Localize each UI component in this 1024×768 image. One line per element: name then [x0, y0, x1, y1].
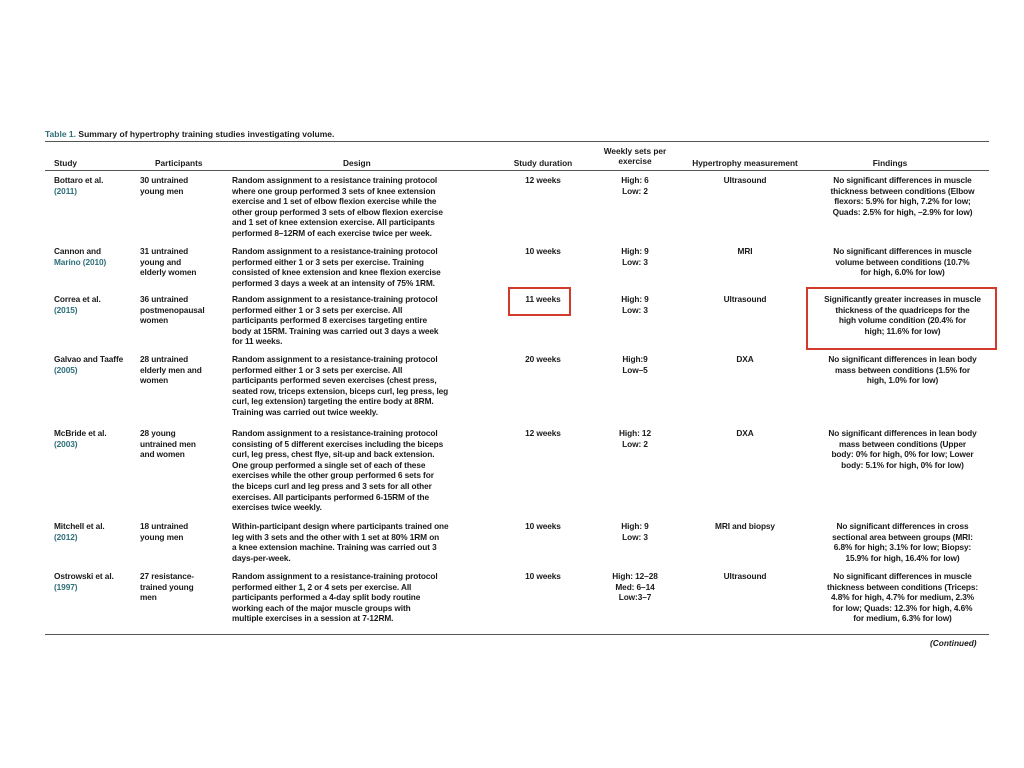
cell-line: Random assignment to a resistance-training protocol	[232, 294, 438, 304]
cell-weekly-sets	[600, 521, 670, 542]
cell-weekly-sets	[600, 354, 670, 375]
cell-participants	[140, 521, 228, 542]
cell-duration	[498, 175, 588, 186]
cell-line: (2003)	[54, 438, 78, 449]
cell-measurement	[680, 428, 810, 439]
cell-line: Random assignment to a resistance-training protocol	[232, 354, 438, 364]
header-study: Study	[54, 158, 78, 168]
continued-note: (Continued)	[930, 638, 977, 648]
cell-line: participants performed 8 exercises targeting entire	[232, 315, 428, 326]
cell-line: 10 weeks	[525, 246, 561, 256]
cell-duration	[498, 246, 588, 257]
cell-line: high volume condition (20.4% for	[838, 315, 967, 326]
cell-line: body: 0% for high, 0% for low; Lower	[831, 449, 974, 460]
cell-line: other group performed 3 sets of elbow flexion exercise	[232, 206, 443, 217]
cell-line: MRI	[737, 246, 753, 256]
table-label: Table 1.	[45, 129, 77, 139]
cell-line: No significant differences in muscle	[833, 571, 972, 581]
cell-findings	[810, 428, 995, 470]
cell-measurement	[680, 571, 810, 582]
cell-line: for high, 6.0% for low)	[860, 267, 945, 278]
cell-line: DXA	[736, 354, 754, 364]
cell-line: Marino (2010)	[54, 256, 107, 267]
cell-line: 10 weeks	[525, 521, 561, 531]
cell-line: the biceps curl and leg press and 3 sets for all other	[232, 480, 432, 491]
cell-design	[232, 246, 500, 288]
header-weekly-sets: Weekly sets per exercise	[603, 146, 667, 166]
cell-line: high, 1.0% for low)	[866, 375, 939, 386]
cell-line: women	[140, 315, 169, 326]
cell-duration	[498, 354, 588, 365]
cell-duration	[498, 571, 588, 582]
cell-participants	[140, 571, 228, 603]
cell-line: Ultrasound	[723, 294, 767, 304]
highlight-box-duration	[508, 287, 571, 316]
cell-duration	[498, 428, 588, 439]
cell-line: 11 weeks	[525, 294, 561, 304]
header-participants: Participants	[155, 158, 203, 168]
cell-design	[232, 428, 500, 513]
cell-line: 30 untrained	[140, 175, 189, 185]
cell-line: (2012)	[54, 531, 78, 542]
top-rule	[45, 141, 989, 142]
cell-line: flexors: 5.9% for high, 7.2% for low;	[834, 196, 971, 207]
cell-line: 20 weeks	[525, 354, 561, 364]
cell-findings	[810, 175, 995, 217]
cell-line: and women	[140, 449, 185, 460]
cell-weekly-sets	[600, 571, 670, 603]
cell-line: Low: 2	[622, 185, 648, 196]
cell-line: young men	[140, 185, 184, 196]
cell-line: Training was carried out twice weekly.	[232, 406, 378, 417]
cell-line: 4.8% for high, 4.7% for medium, 2.3%	[830, 592, 974, 603]
cell-design	[232, 175, 500, 239]
cell-line: days-per-week.	[232, 552, 291, 563]
cell-line: Random assignment to a resistance-training protocol	[232, 246, 438, 256]
cell-measurement	[680, 246, 810, 257]
cell-line: elderly women	[140, 267, 197, 278]
table-caption	[45, 129, 334, 139]
cell-line: Ostrowski et al.	[54, 571, 114, 581]
cell-line: 28 young	[140, 428, 176, 438]
cell-line: thickness between conditions (Elbow	[830, 185, 975, 196]
header-duration: Study duration	[513, 158, 573, 168]
cell-line: Within-participant design where participants trained one	[232, 521, 449, 531]
cell-line: thickness of the quadriceps for the	[835, 304, 970, 315]
cell-line: young and	[140, 256, 182, 267]
cell-weekly-sets	[600, 175, 670, 196]
cell-line: for 11 weeks.	[232, 336, 283, 347]
cell-line: 12 weeks	[525, 175, 561, 185]
cell-participants	[140, 175, 228, 196]
cell-line: High: 12–28	[612, 571, 658, 581]
cell-line: leg with 3 sets and the other with 1 set at 80% 1RM on	[232, 531, 440, 542]
cell-line: mass between conditions (1.5% for	[834, 364, 970, 375]
cell-line: No significant differences in lean body	[828, 354, 977, 364]
cell-line: Galvao and Taaffe	[54, 354, 124, 364]
cell-study	[54, 521, 134, 542]
cell-line: (2015)	[54, 304, 78, 315]
cell-line: Low–5	[622, 364, 648, 375]
cell-line: (2011)	[54, 185, 77, 196]
cell-line: Med: 6–14	[615, 581, 655, 592]
cell-line: elderly men and	[140, 364, 202, 375]
cell-design	[232, 294, 500, 347]
cell-line: 27 resistance-	[140, 571, 194, 581]
cell-measurement	[680, 521, 810, 532]
cell-line: performed 3 days a week at an intensity of 75% 1RM.	[232, 277, 435, 288]
cell-line: performed 8–12RM of each exercise twice per week.	[232, 227, 432, 238]
cell-line: High: 9	[621, 294, 649, 304]
bottom-rule	[45, 634, 989, 635]
cell-study	[54, 294, 134, 315]
cell-line: performed either 1, 2 or 4 sets per exercise. All	[232, 581, 412, 592]
cell-line: (1997)	[54, 581, 78, 592]
cell-line: postmenopausal	[140, 304, 205, 315]
cell-line: Low: 3	[622, 304, 648, 315]
cell-line: men	[140, 592, 157, 603]
cell-participants	[140, 246, 228, 278]
header-design: Design	[343, 158, 371, 168]
cell-line: Significantly greater increases in muscle	[824, 294, 981, 304]
cell-line: 18 untrained	[140, 521, 189, 531]
cell-line: for medium, 6.3% for low)	[853, 613, 952, 624]
cell-line: High:9	[622, 354, 648, 364]
cell-line: High: 6	[621, 175, 649, 185]
cell-study	[54, 354, 134, 375]
cell-line: 31 untrained	[140, 246, 189, 256]
cell-line: for low; Quads: 12.3% for high, 4.6%	[832, 602, 973, 613]
cell-measurement	[680, 175, 810, 186]
cell-line: High: 9	[621, 246, 649, 256]
cell-line: where one group performed 3 sets of knee extension	[232, 185, 436, 196]
cell-line: Ultrasound	[723, 175, 767, 185]
cell-line: No significant differences in lean body	[828, 428, 977, 438]
cell-study	[54, 571, 134, 592]
header-measurement: Hypertrophy measurement	[692, 158, 798, 168]
cell-line: (2005)	[54, 364, 78, 375]
cell-line: No significant differences in cross	[836, 521, 969, 531]
cell-line: mass between conditions (Upper	[838, 438, 966, 449]
cell-participants	[140, 428, 228, 460]
cell-line: McBride et al.	[54, 428, 107, 438]
cell-participants	[140, 294, 228, 326]
cell-line: thickness between conditions (Triceps:	[826, 581, 979, 592]
cell-line: a knee extension machine. Training was carried out 3	[232, 542, 437, 553]
cell-line: exercises. All participants performed 6-15RM of the	[232, 491, 430, 502]
cell-line: participants performed a 4-day split body routine	[232, 592, 421, 603]
cell-design	[232, 571, 500, 624]
cell-line: volume between conditions (10.7%	[835, 256, 970, 267]
cell-line: 36 untrained	[140, 294, 189, 304]
cell-line: 12 weeks	[525, 428, 561, 438]
cell-line: women	[140, 375, 169, 386]
cell-line: Ultrasound	[723, 571, 767, 581]
cell-line: 6.8% for high; 3.1% for low; Biopsy:	[833, 542, 972, 553]
cell-line: DXA	[736, 428, 754, 438]
cell-line: Random assignment to a resistance training protocol	[232, 175, 438, 185]
cell-participants	[140, 354, 228, 386]
cell-line: High: 12	[619, 428, 651, 438]
cell-weekly-sets	[600, 294, 670, 315]
cell-findings	[810, 571, 995, 624]
cell-line: untrained men	[140, 438, 196, 449]
cell-line: exercise and 1 set of elbow flexion exercise while the	[232, 196, 437, 207]
cell-line: seated row, triceps extension, biceps curl, leg press, leg	[232, 385, 449, 396]
cell-line: sectional area between groups (MRI:	[832, 531, 973, 542]
cell-line: curl, leg extension) targeting the entire body at 8RM.	[232, 396, 434, 407]
cell-design	[232, 521, 500, 563]
cell-line: Bottaro et al.	[54, 175, 104, 185]
cell-line: multiple exercises in a session at 7-12RM.	[232, 613, 394, 624]
cell-line: MRI and biopsy	[715, 521, 775, 531]
cell-line: Low: 2	[622, 438, 648, 449]
cell-findings	[810, 521, 995, 563]
header-rule	[45, 170, 989, 171]
cell-line: No significant differences in muscle	[833, 246, 972, 256]
cell-findings	[810, 354, 995, 386]
cell-line: and 1 set of knee extension exercise. All participants	[232, 217, 435, 228]
cell-line: consisting of 5 different exercises including the biceps	[232, 438, 444, 449]
cell-line: Random assignment to a resistance-training protocol	[232, 571, 438, 581]
cell-weekly-sets	[600, 246, 670, 267]
cell-line: participants performed seven exercises (chest press,	[232, 375, 437, 386]
cell-line: body at 15RM. Training was carried out 3 days a week	[232, 325, 439, 336]
cell-line: Low: 3	[622, 256, 648, 267]
cell-line: 10 weeks	[525, 571, 561, 581]
cell-line: 15.9% for high, 16.4% for low)	[845, 552, 960, 563]
cell-line: Random assignment to a resistance-training protocol	[232, 428, 438, 438]
cell-line: young men	[140, 531, 184, 542]
cell-line: 28 untrained	[140, 354, 189, 364]
cell-study	[54, 428, 134, 449]
cell-line: Correa et al.	[54, 294, 101, 304]
cell-line: Mitchell et al.	[54, 521, 105, 531]
header-findings: Findings	[872, 158, 908, 168]
cell-line: performed either 1 or 3 sets per exercise. All	[232, 304, 403, 315]
cell-study	[54, 175, 134, 196]
cell-duration	[498, 521, 588, 532]
cell-line: working each of the major muscle groups with	[232, 602, 411, 613]
highlight-box-findings	[806, 287, 997, 350]
cell-weekly-sets	[600, 428, 670, 449]
cell-line: exercises twice weekly.	[232, 502, 322, 513]
cell-line: No significant differences in muscle	[833, 175, 972, 185]
cell-line: body: 5.1% for high, 0% for low)	[841, 459, 964, 470]
cell-line: Quads: 2.5% for high, –2.9% for low)	[832, 206, 973, 217]
cell-line: curl, leg press, chest flye, sit-up and back extension.	[232, 449, 435, 460]
cell-line: trained young	[140, 581, 194, 592]
cell-line: Low: 3	[622, 531, 648, 542]
cell-line: High: 9	[621, 521, 649, 531]
cell-line: consisted of knee extension and knee flexion exercise	[232, 267, 441, 278]
cell-line: exercises while the other group performed 6 sets for	[232, 470, 434, 481]
cell-line: Low:3–7	[618, 592, 652, 603]
cell-line: One group performed a single set of each of these	[232, 459, 426, 470]
cell-line: high; 11.6% for low)	[864, 325, 941, 336]
cell-line: performed either 1 or 3 sets per exercise. All	[232, 364, 403, 375]
cell-study	[54, 246, 134, 267]
cell-line: Cannon and	[54, 246, 101, 256]
cell-design	[232, 354, 500, 418]
table-title: Summary of hypertrophy training studies investigating volume.	[78, 129, 335, 139]
cell-measurement	[680, 294, 810, 305]
cell-line: performed either 1 or 3 sets per exercise. Training	[232, 256, 424, 267]
cell-measurement	[680, 354, 810, 365]
cell-findings	[810, 246, 995, 278]
